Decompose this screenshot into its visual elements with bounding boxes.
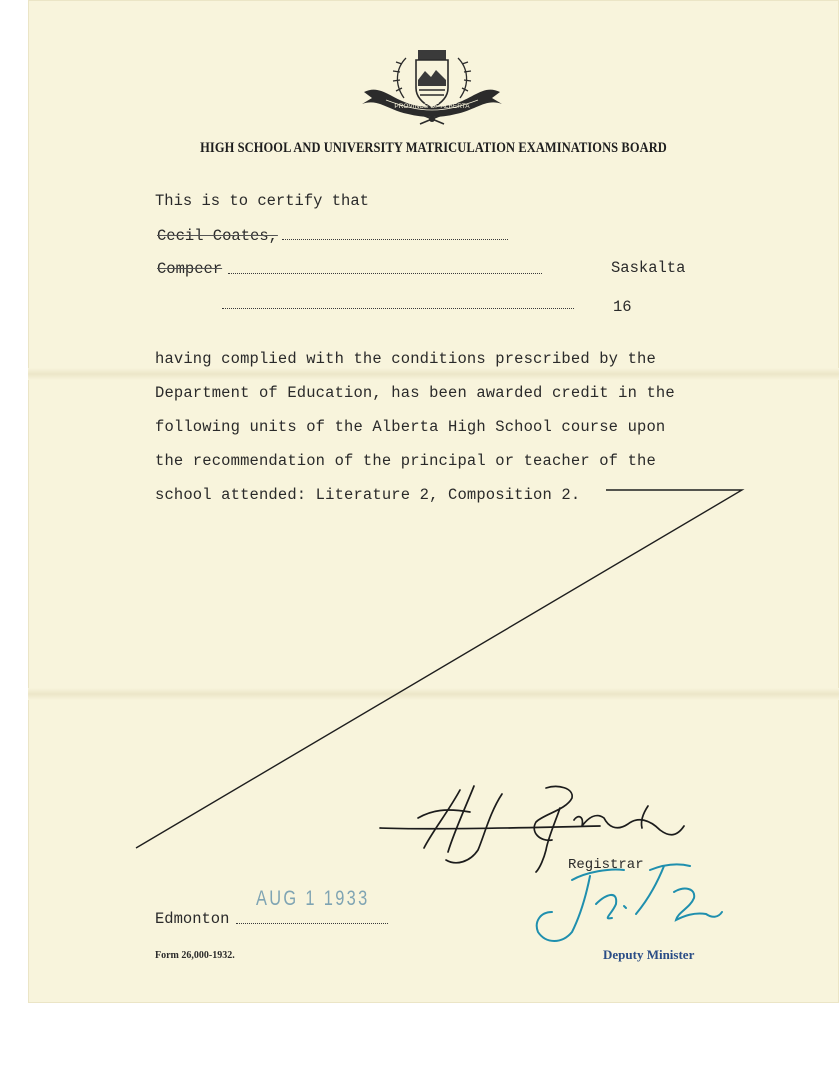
deputy-minister-label: Deputy Minister — [603, 947, 695, 962]
date-line — [236, 923, 388, 924]
student-name: Cecil Coates, — [157, 227, 278, 245]
body-line: the recommendation of the principal or teacher of the — [155, 452, 656, 470]
cancel-diagonal-line — [136, 490, 742, 848]
body-line: following units of the Alberta High School course upon — [155, 418, 666, 436]
student-age: 16 — [613, 298, 632, 316]
board-title: HIGH SCHOOL AND UNIVERSITY MATRICULATION EXAMINATIONS BOARD — [200, 140, 667, 156]
certify-intro: This is to certify that — [155, 192, 369, 210]
body-line: having complied with the conditions prescribed by the — [155, 350, 656, 368]
registrar-label: Registrar — [568, 857, 644, 873]
deputy-minister-signature — [537, 864, 722, 941]
body-line: school attended: Literature 2, Composition 2. — [155, 486, 581, 504]
province-name: Saskalta — [611, 259, 686, 277]
place-name: Edmonton — [155, 910, 230, 928]
form-number: Form 26,000-1932. — [155, 950, 235, 961]
town-name: Compeer — [157, 260, 223, 278]
crest-motto: PROVINCE OF ALBERTA — [394, 103, 470, 110]
body-line: Department of Education, has been awarded credit in the — [155, 384, 675, 402]
date-stamp: AUG 1 1933 — [256, 887, 370, 910]
